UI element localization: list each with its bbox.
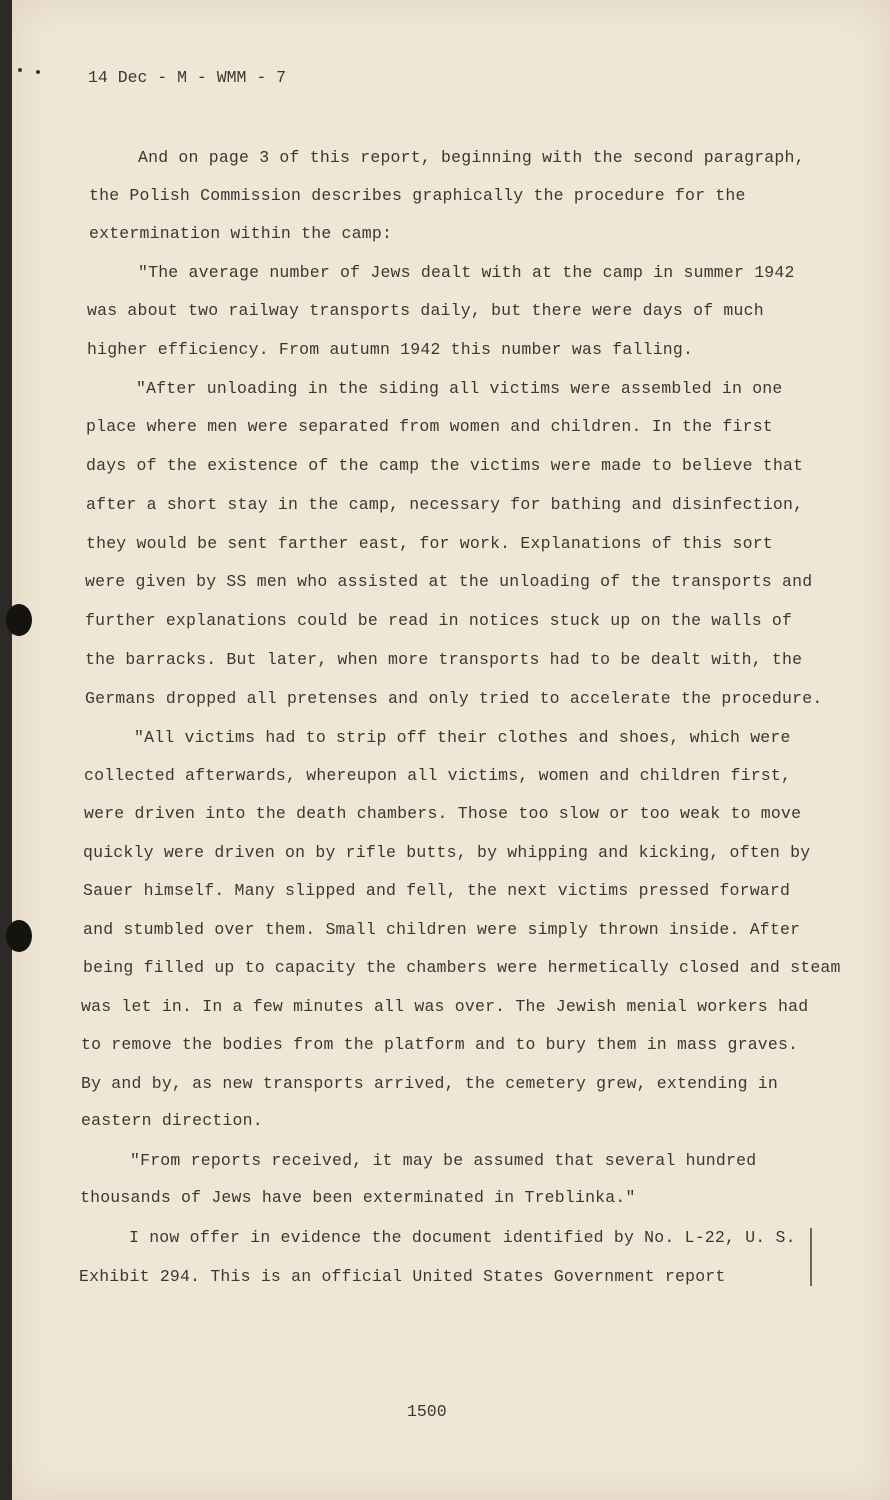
text-line: quickly were driven on by rifle butts, by whipping and kicking, often by: [83, 843, 811, 862]
text-line: "All victims had to strip off their clothes and shoes, which were: [134, 728, 791, 747]
text-line: to remove the bodies from the platform and to bury them in mass graves.: [81, 1035, 799, 1054]
text-line: Sauer himself. Many slipped and fell, the next victims pressed forward: [83, 881, 791, 900]
text-line: "The average number of Jews dealt with at the camp in summer 1942: [138, 263, 795, 282]
text-line: they would be sent farther east, for work. Explanations of this sort: [86, 534, 773, 553]
text-line: And on page 3 of this report, beginning with the second paragraph,: [138, 148, 805, 167]
text-line: being filled up to capacity the chambers were hermetically closed and steam: [83, 958, 841, 977]
ink-speck: [18, 68, 22, 72]
text-line: By and by, as new transports arrived, the cemetery grew, extending in: [81, 1074, 779, 1093]
text-line: Exhibit 294. This is an official United States Government report: [79, 1267, 726, 1286]
text-line: was let in. In a few minutes all was over. The Jewish menial workers had: [81, 997, 809, 1016]
text-line: the Polish Commission describes graphically the procedure for the: [89, 186, 746, 205]
document-page: [12, 0, 890, 1500]
text-line: was about two railway transports daily, but there were days of much: [87, 301, 764, 320]
text-line: days of the existence of the camp the victims were made to believe that: [86, 456, 804, 475]
text-line: and stumbled over them. Small children were simply thrown inside. After: [83, 920, 801, 939]
text-line: thousands of Jews have been exterminated in Treblinka.": [80, 1188, 636, 1207]
text-line: the barracks. But later, when more transports had to be dealt with, the: [85, 650, 803, 669]
text-line: further explanations could be read in notices stuck up on the walls of: [85, 611, 793, 630]
text-line: I now offer in evidence the document identified by No. L-22, U. S.: [129, 1228, 796, 1247]
text-line: Germans dropped all pretenses and only tried to accelerate the procedure.: [85, 689, 823, 708]
text-line: place where men were separated from women and children. In the first: [86, 417, 773, 436]
page-number: 1500: [407, 1402, 447, 1421]
text-line: were given by SS men who assisted at the unloading of the transports and: [85, 572, 813, 591]
punch-hole: [6, 604, 32, 636]
margin-mark: [810, 1228, 812, 1286]
punch-hole: [6, 920, 32, 952]
page-header: 14 Dec - M - WMM - 7: [88, 68, 287, 87]
text-line: extermination within the camp:: [89, 224, 393, 243]
text-line: after a short stay in the camp, necessary for bathing and disinfection,: [86, 495, 804, 514]
text-line: eastern direction.: [81, 1111, 263, 1130]
text-line: "After unloading in the siding all victims were assembled in one: [136, 379, 783, 398]
text-line: "From reports received, it may be assumed that several hundred: [130, 1151, 757, 1170]
text-line: collected afterwards, whereupon all victims, women and children first,: [84, 766, 792, 785]
ink-speck: [36, 70, 40, 74]
text-line: higher efficiency. From autumn 1942 this number was falling.: [87, 340, 694, 359]
text-line: were driven into the death chambers. Those too slow or too weak to move: [84, 804, 802, 823]
